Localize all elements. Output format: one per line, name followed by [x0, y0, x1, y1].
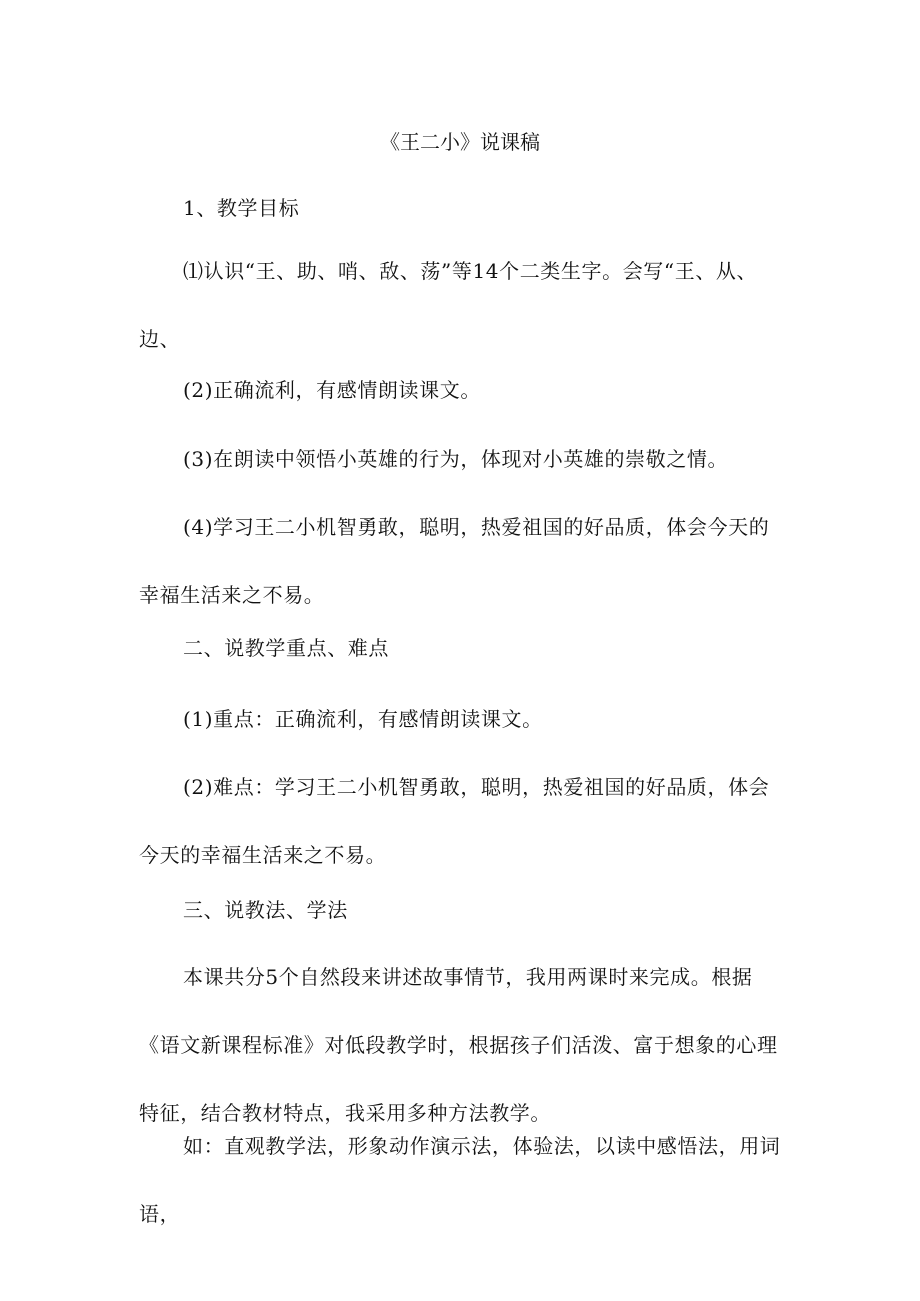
objective-paragraph-1: ⑴认识“王、助、哨、敌、荡”等14个二类生字。会写“王、从、边、: [139, 259, 758, 351]
objective-paragraph-2: (2)正确流利，有感情朗读课文。: [183, 378, 481, 402]
method-intro-paragraph: 本课共分5个自然段来讲述故事情节，我用两课时来完成。根据《语文新课程标准》对低段教学时，根据孩子们活泼、富于想象的心理特征，结合教材特点，我采用多种方法教学。: [139, 965, 778, 1125]
objective-paragraph-3: (3)在朗读中领悟小英雄的行为，体现对小英雄的崇敬之情。: [183, 447, 729, 471]
section-heading-objectives: 1、教学目标: [183, 196, 300, 220]
objective-paragraph-4: (4)学习王二小机智勇敢，聪明，热爱祖国的好品质，体会今天的幸福生活来之不易。: [139, 515, 770, 607]
key-point-paragraph: (1)重点：正确流利，有感情朗读课文。: [183, 707, 543, 731]
difficulty-paragraph: (2)难点：学习王二小机智勇敢，聪明，热爱祖国的好品质，体会今天的幸福生活来之不易。: [139, 775, 770, 867]
section-heading-methods: 三、说教法、学法: [183, 898, 348, 922]
document-title: 《王二小》说课稿: [380, 130, 540, 154]
section-heading-key-points: 二、说教学重点、难点: [183, 636, 389, 660]
method-list-paragraph: 如：直观教学法，形象动作演示法，体验法，以读中感悟法，用词语，: [139, 1134, 781, 1226]
